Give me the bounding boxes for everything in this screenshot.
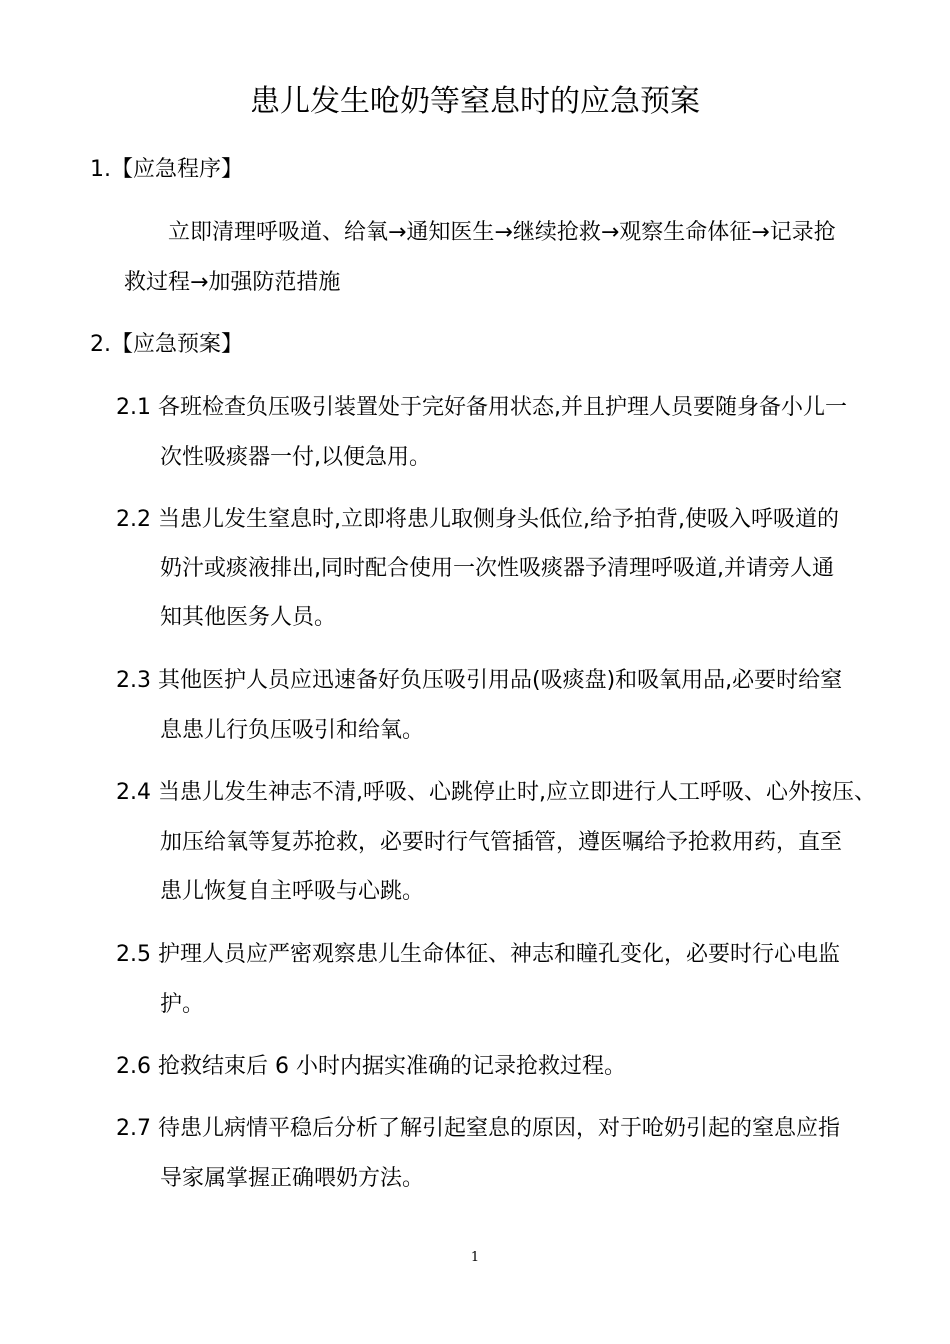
item-text: 当患儿发生神志不清,呼吸、心跳停止时,应立即进行人工呼吸、心外按压、	[158, 780, 876, 805]
section-heading-procedure: 1.【应急程序】	[90, 157, 243, 182]
plan-item-2-3-line-2: 息患儿行负压吸引和给氧。	[160, 718, 425, 743]
section-heading-plan: 2.【应急预案】	[90, 332, 243, 357]
procedure-flow-line-1: 立即清理呼吸道、给氧→通知医生→继续抢救→观察生命体征→记录抢	[168, 220, 836, 245]
plan-item-2-7	[116, 1114, 840, 1144]
plan-item-2-4-line-2: 加压给氧等复苏抢救，必要时行气管插管，遵医嘱给予抢救用药，直至	[160, 830, 843, 855]
item-text: 其他医护人员应迅速备好负压吸引用品(吸痰盘)和吸氧用品,必要时给窒	[158, 668, 843, 693]
plan-item-2-4	[116, 778, 876, 808]
item-number: 2.1	[116, 395, 151, 420]
item-text: 护理人员应严密观察患儿生命体征、神志和瞳孔变化，必要时行心电监	[158, 942, 841, 967]
plan-item-2-3	[116, 666, 842, 696]
plan-item-2-2	[116, 505, 839, 535]
item-number: 2.5	[116, 942, 151, 967]
plan-item-2-2-line-3: 知其他医务人员。	[160, 605, 337, 630]
procedure-flow-line-2: 救过程→加强防范措施	[124, 270, 341, 295]
plan-item-2-6	[116, 1052, 626, 1082]
plan-item-2-2-line-2: 奶汁或痰液排出,同时配合使用一次性吸痰器予清理呼吸道,并请旁人通	[160, 556, 834, 581]
plan-item-2-1	[116, 393, 847, 423]
item-number: 2.2	[116, 507, 151, 532]
item-number: 2.7	[116, 1116, 151, 1141]
plan-item-2-4-line-3: 患儿恢复自主呼吸与心跳。	[160, 879, 425, 904]
plan-item-2-5	[116, 940, 840, 970]
page-number: 1	[470, 1250, 480, 1265]
item-text: 各班检查负压吸引装置处于完好备用状态,并且护理人员要随身备小儿一	[158, 395, 847, 420]
item-text: 当患儿发生窒息时,立即将患儿取侧身头低位,给予拍背,使吸入呼吸道的	[158, 507, 839, 532]
item-text: 抢救结束后 6 小时内据实准确的记录抢救过程。	[158, 1054, 626, 1079]
item-text: 待患儿病情平稳后分析了解引起窒息的原因，对于呛奶引起的窒息应指	[158, 1116, 841, 1141]
document-title: 患儿发生呛奶等窒息时的应急预案	[250, 84, 700, 119]
item-number: 2.3	[116, 668, 151, 693]
item-number: 2.4	[116, 780, 151, 805]
plan-item-2-7-line-2: 导家属掌握正确喂奶方法。	[160, 1166, 425, 1191]
plan-item-2-1-line-2: 次性吸痰器一付,以便急用。	[160, 445, 431, 470]
plan-item-2-5-line-2: 护。	[160, 992, 205, 1017]
item-number: 2.6	[116, 1054, 151, 1079]
